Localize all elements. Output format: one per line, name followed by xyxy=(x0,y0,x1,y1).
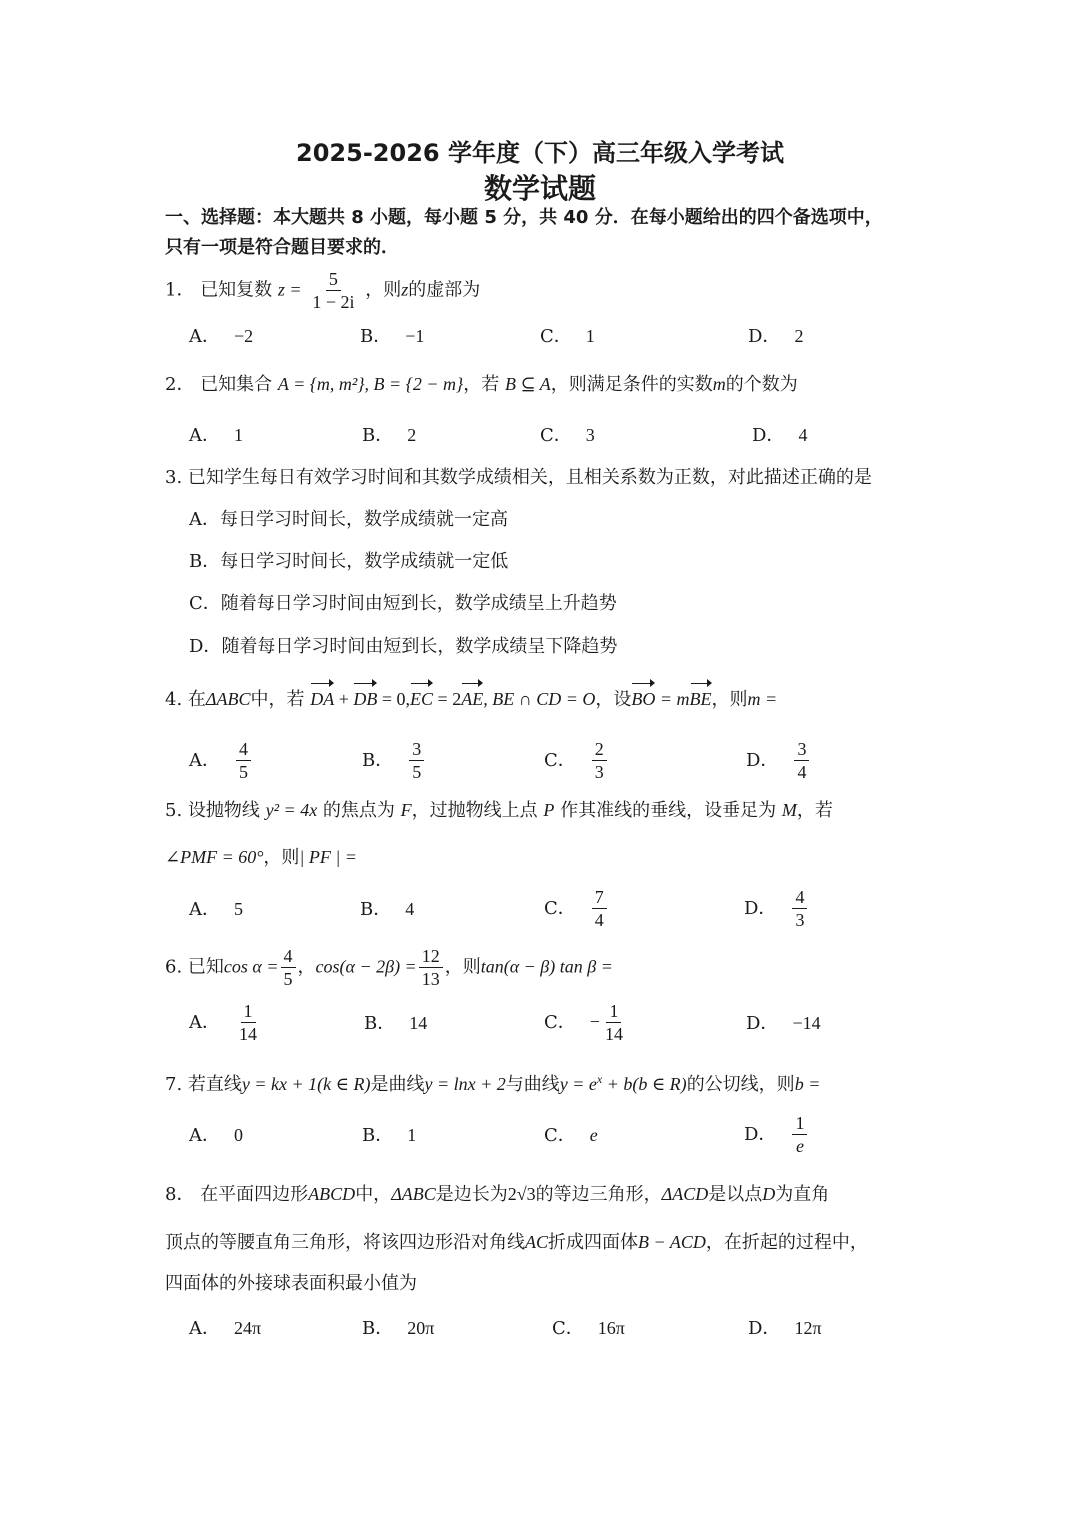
question-4: 4. 在ΔABC中，若 DA + DB = 0,EC = 2AE, BE ∩ CD = O，设BO = mBE，则m = xyxy=(165,685,777,714)
vector-bo: BO xyxy=(631,685,655,713)
q6-option-a[interactable]: A． $\frac{1}{14}$ xyxy=(189,1000,262,1045)
question-number: 4. xyxy=(165,689,183,710)
q6-option-c[interactable]: C． − $\frac{1}{14}$ xyxy=(544,1000,628,1045)
q3-option-a[interactable]: A．每日学习时间长，数学成绩就一定高 xyxy=(189,509,508,530)
fraction: $\frac{5}{1 - 2i}$ xyxy=(312,269,355,312)
q8-option-d[interactable]: D． 12π xyxy=(748,1318,822,1339)
q1-option-a[interactable]: A． −2 xyxy=(189,326,254,347)
q8-option-a[interactable]: A． 24π xyxy=(189,1318,262,1339)
question-5: 5. 设抛物线 y² = 4x 的焦点为 F，过抛物线上点 P 作其准线的垂线，设垂足为 M，若 xyxy=(165,800,833,821)
q1-option-b[interactable]: B． −1 xyxy=(360,326,425,347)
q4-option-b[interactable]: B． $\frac{3}{5}$ xyxy=(362,738,426,783)
question-text: 已知复数 xyxy=(200,279,273,301)
question-6: 6. 已知cos α = $\frac{4}{5}$ ，cos(α − 2β) = $\frac{12}{13}$ ，则tan(α − β) tan β = xyxy=(165,946,613,989)
question-2: 2． 已知集合 A = {m, m²}, B = {2 − m}，若 B ⊆ A，则满足条件的实数m的个数为 xyxy=(165,374,798,395)
fraction: $\frac{4}{5}$ xyxy=(281,945,296,990)
q5-option-b[interactable]: B． 4 xyxy=(360,899,415,920)
section-heading-line1: 一、选择题：本大题共 8 小题，每小题 5 分，共 40 分．在每小题给出的四个备选项中， xyxy=(165,207,883,228)
vector-be: BE xyxy=(690,685,712,713)
q8-option-c[interactable]: C． 16π xyxy=(552,1318,625,1339)
exam-subject: 数学试题 xyxy=(483,172,596,205)
fraction: $\frac{12}{13}$ xyxy=(419,945,443,990)
q1-option-d[interactable]: D． 2 xyxy=(748,326,804,347)
vector-db: DB xyxy=(353,685,377,713)
q7-option-b[interactable]: B． 1 xyxy=(362,1125,417,1146)
fraction: $\frac{7}{4}$ xyxy=(592,886,607,931)
q4-option-d[interactable]: D． $\frac{3}{4}$ xyxy=(746,738,811,783)
q5-option-d[interactable]: D． $\frac{4}{3}$ xyxy=(744,886,809,931)
q7-option-a[interactable]: A． 0 xyxy=(189,1125,243,1146)
question-3: 3. 已知学生每日有效学习时间和其数学成绩相关，且相关系数为正数，对此描述正确的是 xyxy=(165,467,872,488)
question-number: 1． xyxy=(165,279,195,301)
question-number: 7. xyxy=(165,1074,183,1095)
math-expr: z = xyxy=(277,279,302,300)
question-1: 1． 已知复数 z = $\frac{5}{1 - 2i}$ ，则z的虚部为 xyxy=(165,269,481,312)
q2-option-d[interactable]: D． 4 xyxy=(752,425,808,446)
question-number: 8． xyxy=(165,1184,195,1205)
vector-da: DA xyxy=(310,685,334,713)
question-number: 5. xyxy=(165,800,183,821)
q3-option-c[interactable]: C．随着每日学习时间由短到长，数学成绩呈上升趋势 xyxy=(189,593,617,614)
question-number: 3. xyxy=(165,467,183,488)
fraction: $\frac{4}{3}$ xyxy=(792,886,807,931)
question-7: 7. 若直线y = kx + 1(k ∈ R)是曲线y = lnx + 2与曲线$y = e^x + b(b$ ∈ R)的公切线，则b = xyxy=(165,1072,821,1095)
question-5-line2: ∠PMF = 60°，则| PF | = xyxy=(165,847,357,868)
fraction: $\frac{2}{3}$ xyxy=(592,738,607,783)
question-number: 2． xyxy=(165,374,195,395)
q5-option-a[interactable]: A． 5 xyxy=(189,899,243,920)
exam-title: 2025-2026 学年度（下）高三年级入学考试 xyxy=(296,139,784,167)
q5-option-c[interactable]: C． $\frac{7}{4}$ xyxy=(544,886,609,931)
fraction: $\frac{3}{5}$ xyxy=(409,738,424,783)
q1-option-c[interactable]: C． 1 xyxy=(540,326,595,347)
q6-option-b[interactable]: B． 14 xyxy=(364,1013,428,1034)
question-number: 6. xyxy=(165,956,183,978)
fraction: $\frac{1}{14}$ xyxy=(604,1001,623,1044)
q2-option-c[interactable]: C． 3 xyxy=(540,425,595,446)
question-8: 8． 在平面四边形ABCD中，ΔABC是边长为2√3的等边三角形，ΔACD是以点D为直角 xyxy=(165,1184,830,1205)
q2-option-a[interactable]: A． 1 xyxy=(189,425,243,446)
question-8-line2: 顶点的等腰直角三角形，将该四边形沿对角线AC折成四面体B − ACD，在折起的过程中， xyxy=(165,1232,868,1253)
q7-option-c[interactable]: C． e xyxy=(544,1125,598,1146)
fraction: $\frac{1}{14}$ xyxy=(239,1001,257,1044)
q3-option-b[interactable]: B．每日学习时间长，数学成绩就一定低 xyxy=(189,551,509,572)
q3-option-d[interactable]: D．随着每日学习时间由短到长，数学成绩呈下降趋势 xyxy=(189,636,618,657)
fraction: $\frac{4}{5}$ xyxy=(236,738,251,783)
section-heading-line2: 只有一项是符合题目要求的． xyxy=(165,237,399,258)
q6-option-d[interactable]: D． −14 xyxy=(746,1013,821,1034)
vector-ae: AE xyxy=(461,685,483,713)
q4-option-a[interactable]: A． $\frac{4}{5}$ xyxy=(189,738,253,783)
q2-option-b[interactable]: B． 2 xyxy=(362,425,417,446)
fraction: $\frac{3}{4}$ xyxy=(794,738,809,783)
question-8-line3: 四面体的外接球表面积最小值为 xyxy=(165,1273,417,1294)
q7-option-d[interactable]: D． $\frac{1}{e}$ xyxy=(744,1112,809,1157)
q4-option-c[interactable]: C． $\frac{2}{3}$ xyxy=(544,738,609,783)
fraction: $\frac{1}{e}$ xyxy=(792,1112,807,1157)
q8-option-b[interactable]: B． 20π xyxy=(362,1318,435,1339)
vector-ec: EC xyxy=(410,685,433,713)
